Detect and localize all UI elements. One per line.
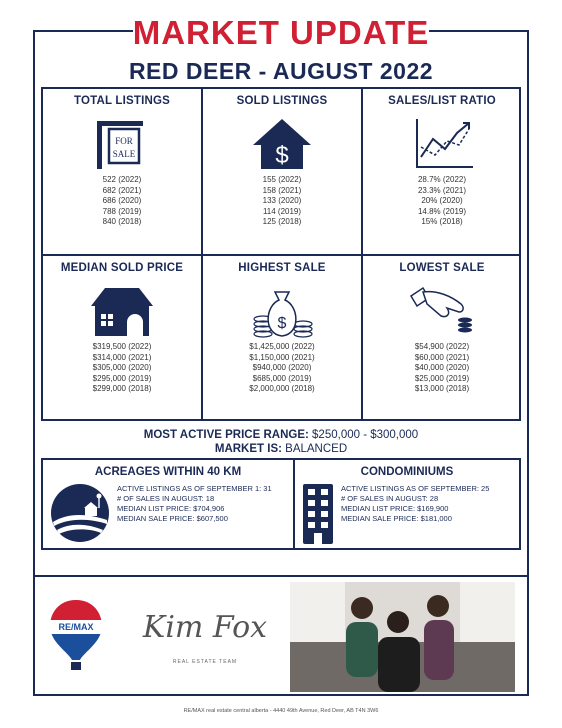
stat-row: $299,000 (2018) <box>92 384 152 393</box>
stat-heading: MEDIAN SOLD PRICE <box>60 262 184 274</box>
house-dollar-icon <box>247 117 317 171</box>
stat-row: 522 (2022) <box>102 175 142 184</box>
stat-row: $2,000,000 (2018) <box>249 384 315 393</box>
stat-row: 840 (2018) <box>102 217 142 226</box>
stat-row: 158 (2021) <box>262 185 302 195</box>
stat-row: $319,500 (2022) <box>92 342 152 351</box>
frame-bottom <box>33 694 529 696</box>
money-bag-coins-icon <box>247 284 317 338</box>
stat-row: $60,000 (2021) <box>414 352 470 362</box>
stat-row: $54,900 (2022) <box>414 342 470 351</box>
svg-text:$: $ <box>277 315 287 332</box>
svg-text:$: $ <box>275 142 289 169</box>
condos-heading: CONDOMINIUMS <box>360 466 454 478</box>
stat-row: $295,000 (2019) <box>92 373 152 383</box>
stat-row: 788 (2019) <box>102 206 142 216</box>
market-status-label: MARKET IS: <box>214 443 282 455</box>
stat-row: 20% (2020) <box>421 196 463 205</box>
team-photo <box>290 582 515 692</box>
hand-coins-icon <box>407 284 477 338</box>
acreages-heading: ACREAGES WITHIN 40 KM <box>94 466 242 478</box>
frame-right <box>527 30 529 695</box>
stat-row: $305,000 (2020) <box>92 363 152 372</box>
signature: Kim Fox <box>142 610 268 645</box>
stat-heading: HIGHEST SALE <box>238 262 326 274</box>
stats-grid <box>41 87 521 421</box>
footer-address: RE/MAX real estate central alberta - 4440 49th Avenue, Red Deer, AB T4N 3W6 <box>183 708 379 714</box>
market-status-value: BALANCED <box>281 443 348 455</box>
stat-heading: TOTAL LISTINGS <box>73 95 171 107</box>
stat-highest-sale <box>203 256 361 421</box>
acreage-fact: MEDIAN LIST PRICE: $704,906 <box>117 504 225 513</box>
farm-landscape-icon <box>49 482 111 544</box>
condo-fact: MEDIAN LIST PRICE: $169,900 <box>341 504 449 513</box>
acreage-fact: ACTIVE LISTINGS AS OF SEPTEMBER 1: 31 <box>117 484 272 493</box>
frame-left <box>33 30 35 695</box>
stat-row: 28.7% (2022) <box>417 175 467 184</box>
stat-median-sold-price <box>43 256 201 421</box>
condo-fact: ACTIVE LISTINGS AS OF SEPTEMBER: 25 <box>341 484 490 493</box>
remax-balloon-logo <box>48 598 104 678</box>
stat-sales-list-ratio <box>363 89 521 254</box>
acreages-panel <box>43 460 293 548</box>
frame-divider <box>33 575 529 577</box>
stat-heading: SALES/LIST RATIO <box>388 95 496 107</box>
market-status-line <box>0 443 562 455</box>
stat-lowest-sale <box>363 256 521 421</box>
stat-row: $1,150,000 (2021) <box>249 352 315 362</box>
stat-row: $940,000 (2020) <box>252 363 312 372</box>
stat-heading: SOLD LISTINGS <box>236 95 328 107</box>
stat-row: 682 (2021) <box>102 185 142 195</box>
condos-panel <box>295 460 519 548</box>
stat-total-listings <box>43 89 201 254</box>
sign-text-top: FOR <box>115 136 133 146</box>
stat-row: 125 (2018) <box>262 217 302 226</box>
stat-row: 14.8% (2019) <box>417 206 467 216</box>
team-photo-image <box>290 582 515 692</box>
condo-fact: # OF SALES IN AUGUST: 28 <box>341 494 439 503</box>
stat-row: 15% (2018) <box>421 217 463 226</box>
lower-panel <box>41 458 521 550</box>
stat-row: $13,000 (2018) <box>414 384 470 393</box>
stat-row: 114 (2019) <box>262 206 302 216</box>
stat-row: 686 (2020) <box>102 196 142 205</box>
stat-row: $40,000 (2020) <box>414 363 470 372</box>
price-range-value: $250,000 - $300,000 <box>308 429 419 441</box>
stat-row: $314,000 (2021) <box>92 352 152 362</box>
stat-row: 133 (2020) <box>262 196 302 205</box>
trend-chart-icon <box>407 117 477 171</box>
acreage-fact: # OF SALES IN AUGUST: 18 <box>117 494 215 503</box>
remax-text: RE/MAX <box>58 622 94 632</box>
sign-text-bottom: SALE <box>112 149 136 159</box>
condo-fact: MEDIAN SALE PRICE: $181,000 <box>341 514 452 523</box>
apartment-building-icon <box>303 484 333 544</box>
stat-row: 23.3% (2021) <box>417 185 467 195</box>
house-icon <box>87 284 157 338</box>
page-subtitle: RED DEER - AUGUST 2022 <box>128 58 434 84</box>
team-label: REAL ESTATE TEAM <box>172 659 238 665</box>
stat-row: $685,000 (2019) <box>252 373 312 383</box>
stat-heading: LOWEST SALE <box>399 262 485 274</box>
stat-sold-listings <box>203 89 361 254</box>
stat-row: 155 (2022) <box>262 175 302 184</box>
stat-row: $1,425,000 (2022) <box>249 342 315 351</box>
acreage-fact: MEDIAN SALE PRICE: $607,500 <box>117 514 228 523</box>
price-range-label: MOST ACTIVE PRICE RANGE: <box>143 429 309 441</box>
price-range-line <box>0 429 562 441</box>
stat-row: $25,000 (2019) <box>414 373 470 383</box>
for-sale-sign-icon <box>87 117 157 171</box>
page-title: MARKET UPDATE <box>132 14 430 51</box>
